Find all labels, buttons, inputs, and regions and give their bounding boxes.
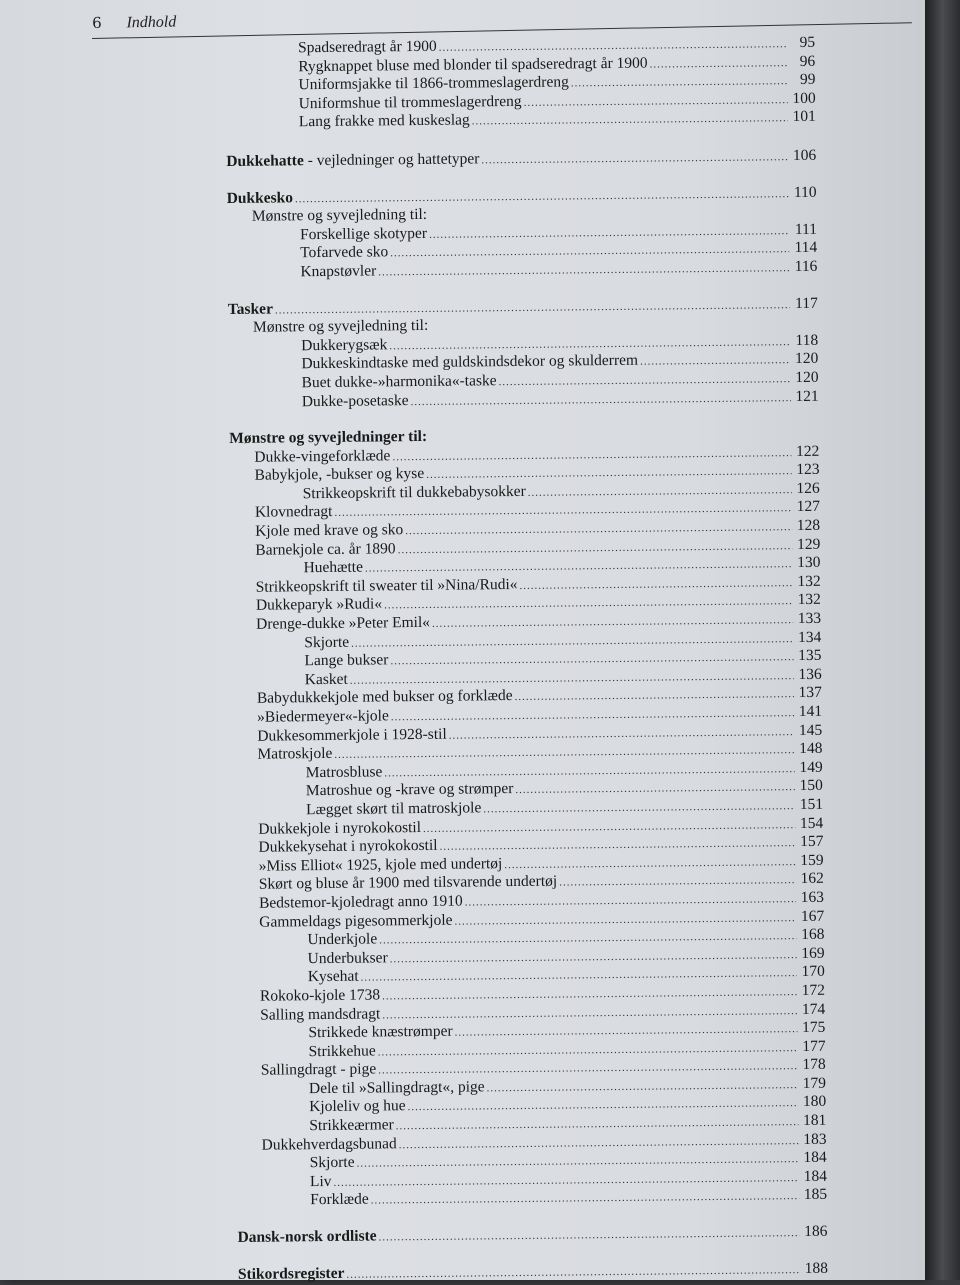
toc-entry-title: Lang frakke med kuskeslag [298,111,470,131]
toc-entry-title: Uniformshue til trommeslagerdreng [298,92,522,113]
toc-entry-title: Kjole med krave og sko [255,521,404,540]
toc-entry-title: Forklæde [310,1190,369,1209]
toc-page-number: 116 [794,257,818,275]
toc-page-number: 135 [798,647,822,665]
toc-entry-title: Dukkekjole i nyrokokostil [258,818,422,838]
toc-page-number: 132 [797,572,821,590]
toc-page-number: 180 [802,1093,827,1111]
toc-entry-title: Sallingdragt - pige [260,1060,377,1079]
toc-entry-title: Dukkehatte [226,152,304,170]
toc-page-number: 181 [803,1111,827,1130]
toc-page-number: 120 [795,350,819,368]
toc-page-number: 179 [802,1074,827,1092]
toc-entry-title: Tofarvede sko [300,243,389,262]
toc-page-number: 99 [799,71,816,89]
toc-page-number: 168 [801,925,825,944]
toc-entry-title: Matroskjole [257,745,333,763]
toc-entry-title: Dukke-posetaske [301,391,409,410]
toc-page-number: 151 [799,795,824,813]
toc-entry-title: Matroshue og -krave og strømper [305,780,514,800]
dot-leader [472,109,788,131]
toc-page-number: 122 [795,442,820,460]
page-header [92,13,176,33]
toc-page-number: 177 [802,1037,826,1055]
toc-entry-title: Tasker [227,300,273,318]
toc-page-number: 174 [801,1000,826,1018]
dot-leader [650,54,788,74]
toc-page-number: 145 [798,721,823,739]
toc-page-number: 134 [797,628,822,646]
toc-entry-title: Skørt og bluse år 1900 med tilsvarende undertøj [258,872,558,894]
toc-page-number: 120 [795,368,819,386]
dot-leader [410,389,790,412]
toc-page-number: 185 [803,1186,828,1204]
toc-page-number: 110 [793,183,817,201]
toc-entry-title: Strikkeærmer [309,1116,394,1135]
toc-entry-title: Dukkeskindtaske med guldskindsdekor og skulderrem [301,352,639,373]
toc-entry-title: Underbukser [307,949,388,967]
header-title: Indhold [126,13,177,32]
toc-entry-title: Forskellige skotyper [299,224,428,243]
toc-page-number: 184 [803,1149,827,1167]
toc-page-number: 184 [803,1167,828,1185]
toc-page-number: 178 [802,1056,826,1074]
toc-entry-title: Dukkehverdagsbunad [261,1134,397,1154]
toc-entry-title: Skjorte [304,633,350,651]
toc-entry-title: Dukkekysehat i nyrokokostil [258,836,438,856]
dot-leader [571,72,788,93]
toc-page-number: 126 [796,479,820,497]
toc-page-number: 121 [795,387,819,405]
toc-page-number: 157 [800,832,824,851]
toc-entry-title: Salling mandsdragt [260,1004,381,1024]
toc-page-number: 159 [800,851,824,869]
toc-page-number: 183 [803,1130,827,1148]
toc-entry-title: Knapstøvler [300,262,377,281]
toc-entry-title: Lægget skørt til matroskjole [305,799,482,819]
toc-entry-title: Barnekjole ca. år 1890 [255,539,396,559]
toc-entry-title: Babykjole, -bukser og kyse [254,465,425,484]
toc-entry-title: Huehætte [303,558,364,577]
dot-leader [559,871,796,892]
toc-page-number: 96 [799,52,816,70]
toc-entry-subtitle: - vejledninger og hattetyper [303,150,480,170]
toc-entry-title: Kasket [304,670,348,689]
toc-page-number: 114 [794,239,818,257]
toc-page-number: 137 [798,684,822,702]
toc-entry-title: Underkjole [307,930,378,949]
toc-entry-title: Lange bukser [304,651,389,670]
toc-page-number: 100 [792,89,816,107]
toc-page-number: 175 [802,1018,826,1037]
toc-page-number: 117 [795,294,818,312]
toc-entry-title: Rygknappet bluse med blonder til spadseredragt år 1900 [298,54,648,75]
toc-page-number: 150 [799,777,823,795]
toc-entry-title: Dukkesko [226,188,294,207]
toc-entry-title: Babydukkekjole med bukser og forklæde [256,687,513,708]
toc-entry-title: Strikkeopskrift til sweater til »Nina/Rudi« [255,575,518,596]
book-edge [925,0,960,1280]
toc-entry-title: Strikkede knæstrømper [308,1022,453,1042]
toc-entry-title: Strikkehue [308,1042,376,1060]
toc-entry-title: Mønstre og syvejledning til: [251,206,428,225]
toc-page-number: 95 [799,33,816,51]
toc-entry-title: Dukkeparyk »Rudi« [255,595,383,615]
toc-entry-title: »Biedermeyer«-kjole [257,707,389,726]
toc-entry-title: Dele til »Sallingdragt«, pige [308,1078,485,1098]
toc-page-number: 130 [797,554,821,572]
toc-page-number: 127 [796,498,821,516]
toc-page-number: 186 [804,1222,828,1241]
toc-entry-title: Stikordsregister [237,1264,345,1283]
toc-page-number: 129 [796,535,821,553]
dot-leader [346,1261,800,1284]
toc-entry-title: Buet dukke-»harmonika«-taske [301,372,497,392]
toc-page-number: 101 [792,108,816,126]
toc-page-number: 106 [792,146,817,165]
toc-entry-title: Kysehat [307,967,359,986]
toc-page-number: 162 [800,870,824,888]
toc-entry-title: Dukke-vingeforklæde [254,446,391,466]
toc-page-number: 172 [801,981,826,999]
table-of-contents [225,34,828,1284]
toc-page-number: 111 [794,220,818,238]
toc-entry-title: Dansk-norsk ordliste [237,1227,377,1246]
toc-entry-title: Mønstre og syvejledning til: [252,317,429,336]
toc-page-number: 136 [798,665,822,683]
toc-page-number: 132 [797,591,821,609]
toc-page-number: 149 [799,758,823,776]
toc-entry-title: Bedstemor-kjoledragt anno 1910 [258,892,463,912]
toc-entry-title: Kjoleliv og hue [309,1097,406,1116]
toc-entry-title: Spadseredragt år 1900 [297,37,437,57]
toc-entry-title: Dukkesommerkjole i 1928-stil [257,725,447,745]
toc-page-number: 170 [801,963,825,981]
toc-page-number: 128 [796,516,821,535]
toc-entry-title: Dukkerygsæk [301,336,388,354]
toc-entry-title: Drenge-dukke »Peter Emil« [256,613,431,633]
toc-entry-title: Matrosbluse [305,763,383,781]
toc-page-number: 169 [801,944,825,962]
toc-entry-title: »Miss Elliot« 1925, kjole med undertøj [258,854,503,875]
toc-page-number: 154 [799,814,824,832]
toc-page-number: 133 [797,609,822,628]
toc-entry-title: Uniformsjakke til 1866-trommeslagerdreng [298,73,569,94]
dot-leader [481,148,788,170]
toc-page-number: 118 [795,331,819,349]
toc-page-number: 163 [800,888,825,906]
toc-entry-title: Liv [309,1172,332,1191]
toc-entry-title: Strikkeopskrift til dukkebabysokker [302,482,526,503]
toc-entry-title: Skjorte [309,1153,355,1172]
toc-page-number: 167 [800,907,825,925]
toc-page-number: 188 [804,1259,828,1277]
page-number: 6 [92,13,102,32]
toc-page-number: 141 [798,702,823,721]
dot-leader [640,351,791,371]
toc-entry-title: Mønstre og syvejledninger til: [229,428,428,448]
toc-entry-title: Klovnedragt [254,503,333,522]
toc-entry-title: Rokoko-kjole 1738 [259,986,381,1005]
toc-page-number: 148 [799,739,823,758]
toc-entry-title: Gammeldags pigesommerkjole [259,911,453,931]
toc-page-number: 123 [796,461,820,479]
